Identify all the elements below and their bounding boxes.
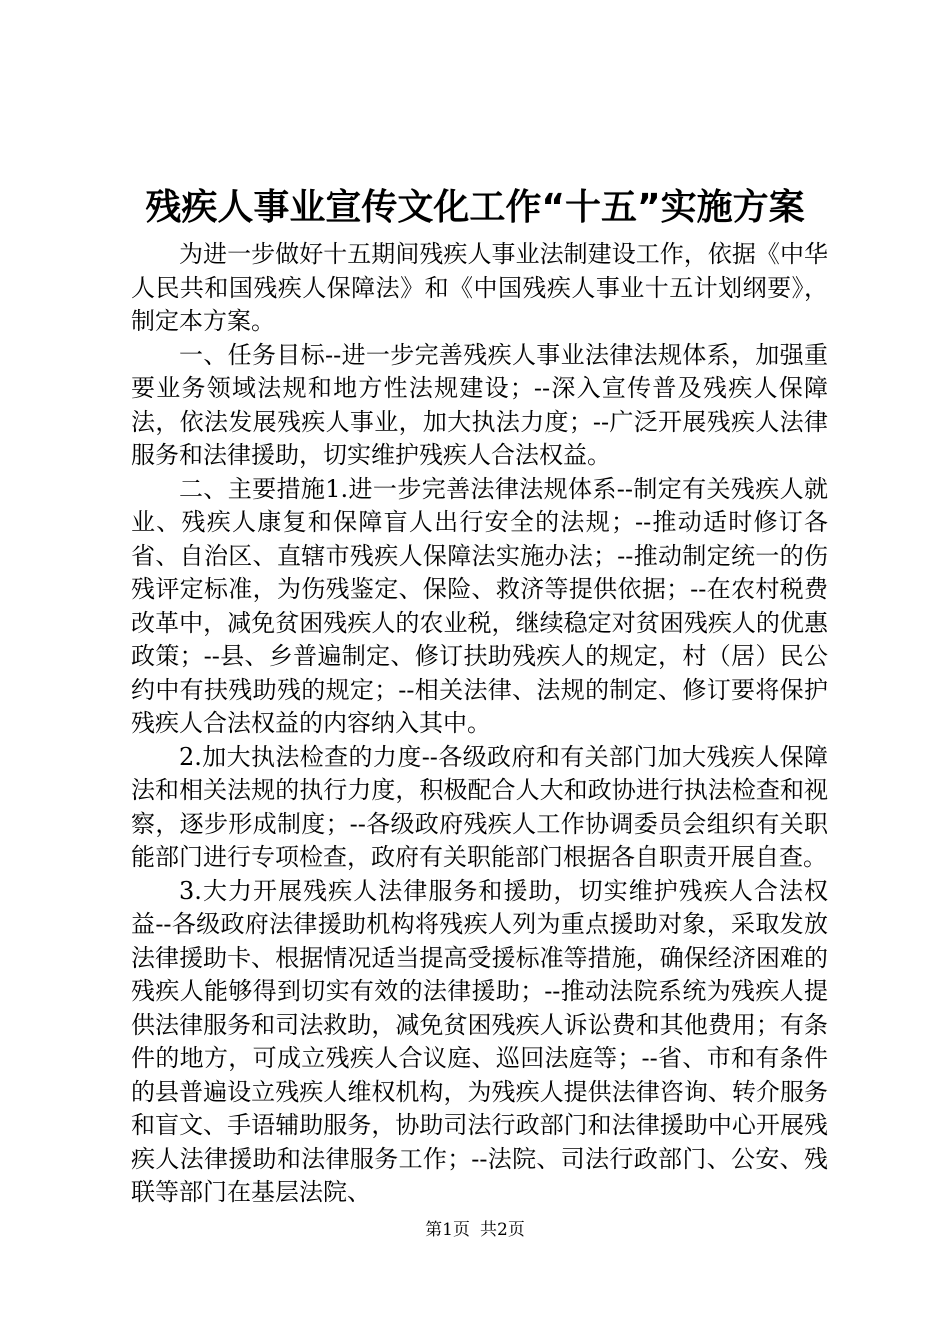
document-title: 残疾人事业宣传文化工作“十五”实施方案 [145, 187, 805, 228]
page-total: 共2页 [480, 1220, 525, 1240]
paragraph-law-enforcement: 2.加大执法检查的力度--各级政府和有关部门加大残疾人保障法和相关法规的执行力度，积极配合人大和政协进行执法检查和视察，逐步形成制度；--各级政府残疾人工作协调委员会组织有关职能部门进行专项检查，政府有关职能部门根据各自职责开展自查。 [131, 742, 828, 871]
page-footer [0, 1218, 950, 1242]
paragraph-intro: 为进一步做好十五期间残疾人事业法制建设工作，依据《中华人民共和国残疾人保障法》和《中国残疾人事业十五计划纲要》，制定本方案。 [131, 240, 828, 335]
page-number: 第1页 [425, 1220, 470, 1240]
document-body [131, 238, 828, 1210]
paragraph-legal-aid: 3.大力开展残疾人法律服务和援助，切实维护残疾人合法权益--各级政府法律援助机构将残疾人列为重点援助对象，采取发放法律援助卡、根据情况适当提高受援标准等措施，确保经济困难的残疾人能够得到切实有效的法律援助；--推动法院系统为残疾人提供法律服务和司法救助，减免贫困残疾人诉讼费和其他费用；有条件的地方，可成立残疾人合议庭、巡回法庭等；--省、市和有条件的县普遍设立残疾人维权机构，为残疾人提供法律咨询、转介服务和盲文、手语辅助服务，协助司法行政部门和法律援助中心开展残疾人法律援助和法律服务工作；--法院、司法行政部门、公安、残联等部门在基层法院、 [131, 876, 828, 1206]
paragraph-task-goals: 一、任务目标--进一步完善残疾人事业法律法规体系，加强重要业务领域法规和地方性法规建设；--深入宣传普及残疾人保障法，依法发展残疾人事业，加大执法力度；--广泛开展残疾人法律服务和法律援助，切实维护残疾人合法权益。 [131, 340, 828, 469]
paragraph-main-measures: 二、主要措施1.进一步完善法律法规体系--制定有关残疾人就业、残疾人康复和保障盲人出行安全的法规；--推动适时修订各省、自治区、直辖市残疾人保障法实施办法；--推动制定统一的伤残评定标准，为伤残鉴定、保险、救济等提供依据；--在农村税费改革中，减免贫困残疾人的农业税，继续稳定对贫困残疾人的优惠政策；--县、乡普遍制定、修订扶助残疾人的规定，村（居）民公约中有扶残助残的规定；--相关法律、法规的制定、修订要将保护残疾人合法权益的内容纳入其中。 [131, 474, 828, 737]
